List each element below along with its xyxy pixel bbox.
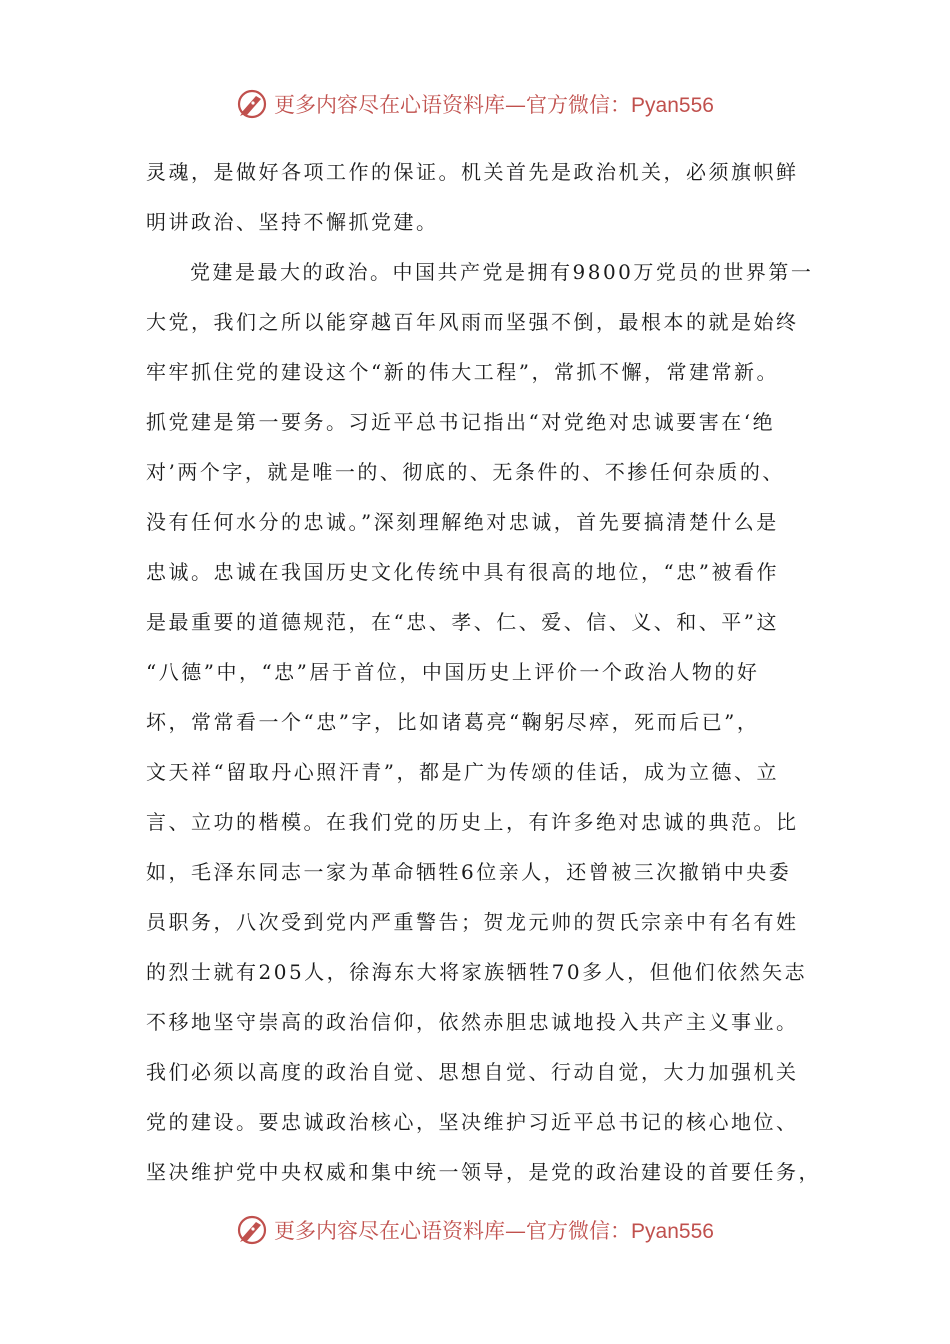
paragraph [146, 147, 810, 247]
document-body [146, 147, 821, 1197]
text-line: 不移地坚守崇高的政治信仰，依然赤胆忠诚地投入共产主义事业。 [146, 1010, 799, 1034]
text-line: 的烈士就有205人，徐海东大将家族牺牲70多人，但他们依然矢志 [146, 960, 808, 984]
text-line: 我们必须以高度的政治自觉、思想自觉、行动自觉，大力加强机关 [146, 1060, 799, 1084]
footer-wechat-id: Pyan556 [631, 1220, 714, 1243]
paragraph [146, 247, 821, 1197]
text-line: 员职务，八次受到党内严重警告；贺龙元帅的贺氏宗亲中有名有姓 [146, 910, 799, 934]
header-banner-label: 更多内容尽在心语资料库—官方微信： [274, 93, 632, 117]
header-banner [0, 84, 950, 124]
footer-banner [0, 1210, 950, 1250]
text-line: 如，毛泽东同志一家为革命牺牲6位亲人，还曾被三次撤销中央委 [146, 860, 792, 884]
text-line: 是最重要的道德规范，在“忠、孝、仁、爱、信、义、和、平”这 [146, 610, 779, 634]
text-line: 没有任何水分的忠诚。”深刻理解绝对忠诚，首先要搞清楚什么是 [146, 510, 779, 534]
header-banner-text [274, 89, 714, 119]
text-line: 坏，常常看一个“忠”字，比如诸葛亮“鞠躬尽瘁，死而后已”， [146, 710, 760, 734]
header-wechat-id: Pyan556 [631, 94, 714, 117]
text-line: 党的建设。要忠诚政治核心，坚决维护习近平总书记的核心地位、 [146, 1110, 799, 1134]
text-line: 言、立功的楷模。在我们党的历史上，有许多绝对忠诚的典范。比 [146, 810, 799, 834]
text-line: 对’两个字，就是唯一的、彻底的、无条件的、不掺任何杂质的、 [146, 460, 785, 484]
text-line: 牢牢抓住党的建设这个“新的伟大工程”，常抓不懈，常建常新。 [146, 360, 779, 384]
text-line: 文天祥“留取丹心照汗青”，都是广为传颂的佳话，成为立德、立 [146, 760, 779, 784]
pen-nib-logo-icon [236, 1214, 268, 1246]
text-line: 坚决维护党中央权威和集中统一领导，是党的政治建设的首要任务， [146, 1160, 821, 1184]
text-line: 忠诚。忠诚在我国历史文化传统中具有很高的地位，“忠”被看作 [146, 560, 779, 584]
footer-banner-text [274, 1215, 714, 1245]
text-line: 灵魂，是做好各项工作的保证。机关首先是政治机关，必须旗帜鲜 [146, 160, 799, 184]
footer-banner-label: 更多内容尽在心语资料库—官方微信： [274, 1219, 632, 1243]
text-line: “八德”中，“忠”居于首位，中国历史上评价一个政治人物的好 [146, 660, 760, 684]
text-line: 大党，我们之所以能穿越百年风雨而坚强不倒，最根本的就是始终 [146, 310, 799, 334]
text-line: 党建是最大的政治。中国共产党是拥有9800万党员的世界第一 [190, 260, 814, 284]
text-line: 抓党建是第一要务。习近平总书记指出“对党绝对忠诚要害在‘绝 [146, 410, 776, 434]
text-line: 明讲政治、坚持不懈抓党建。 [146, 210, 439, 234]
pen-nib-logo-icon [236, 88, 268, 120]
